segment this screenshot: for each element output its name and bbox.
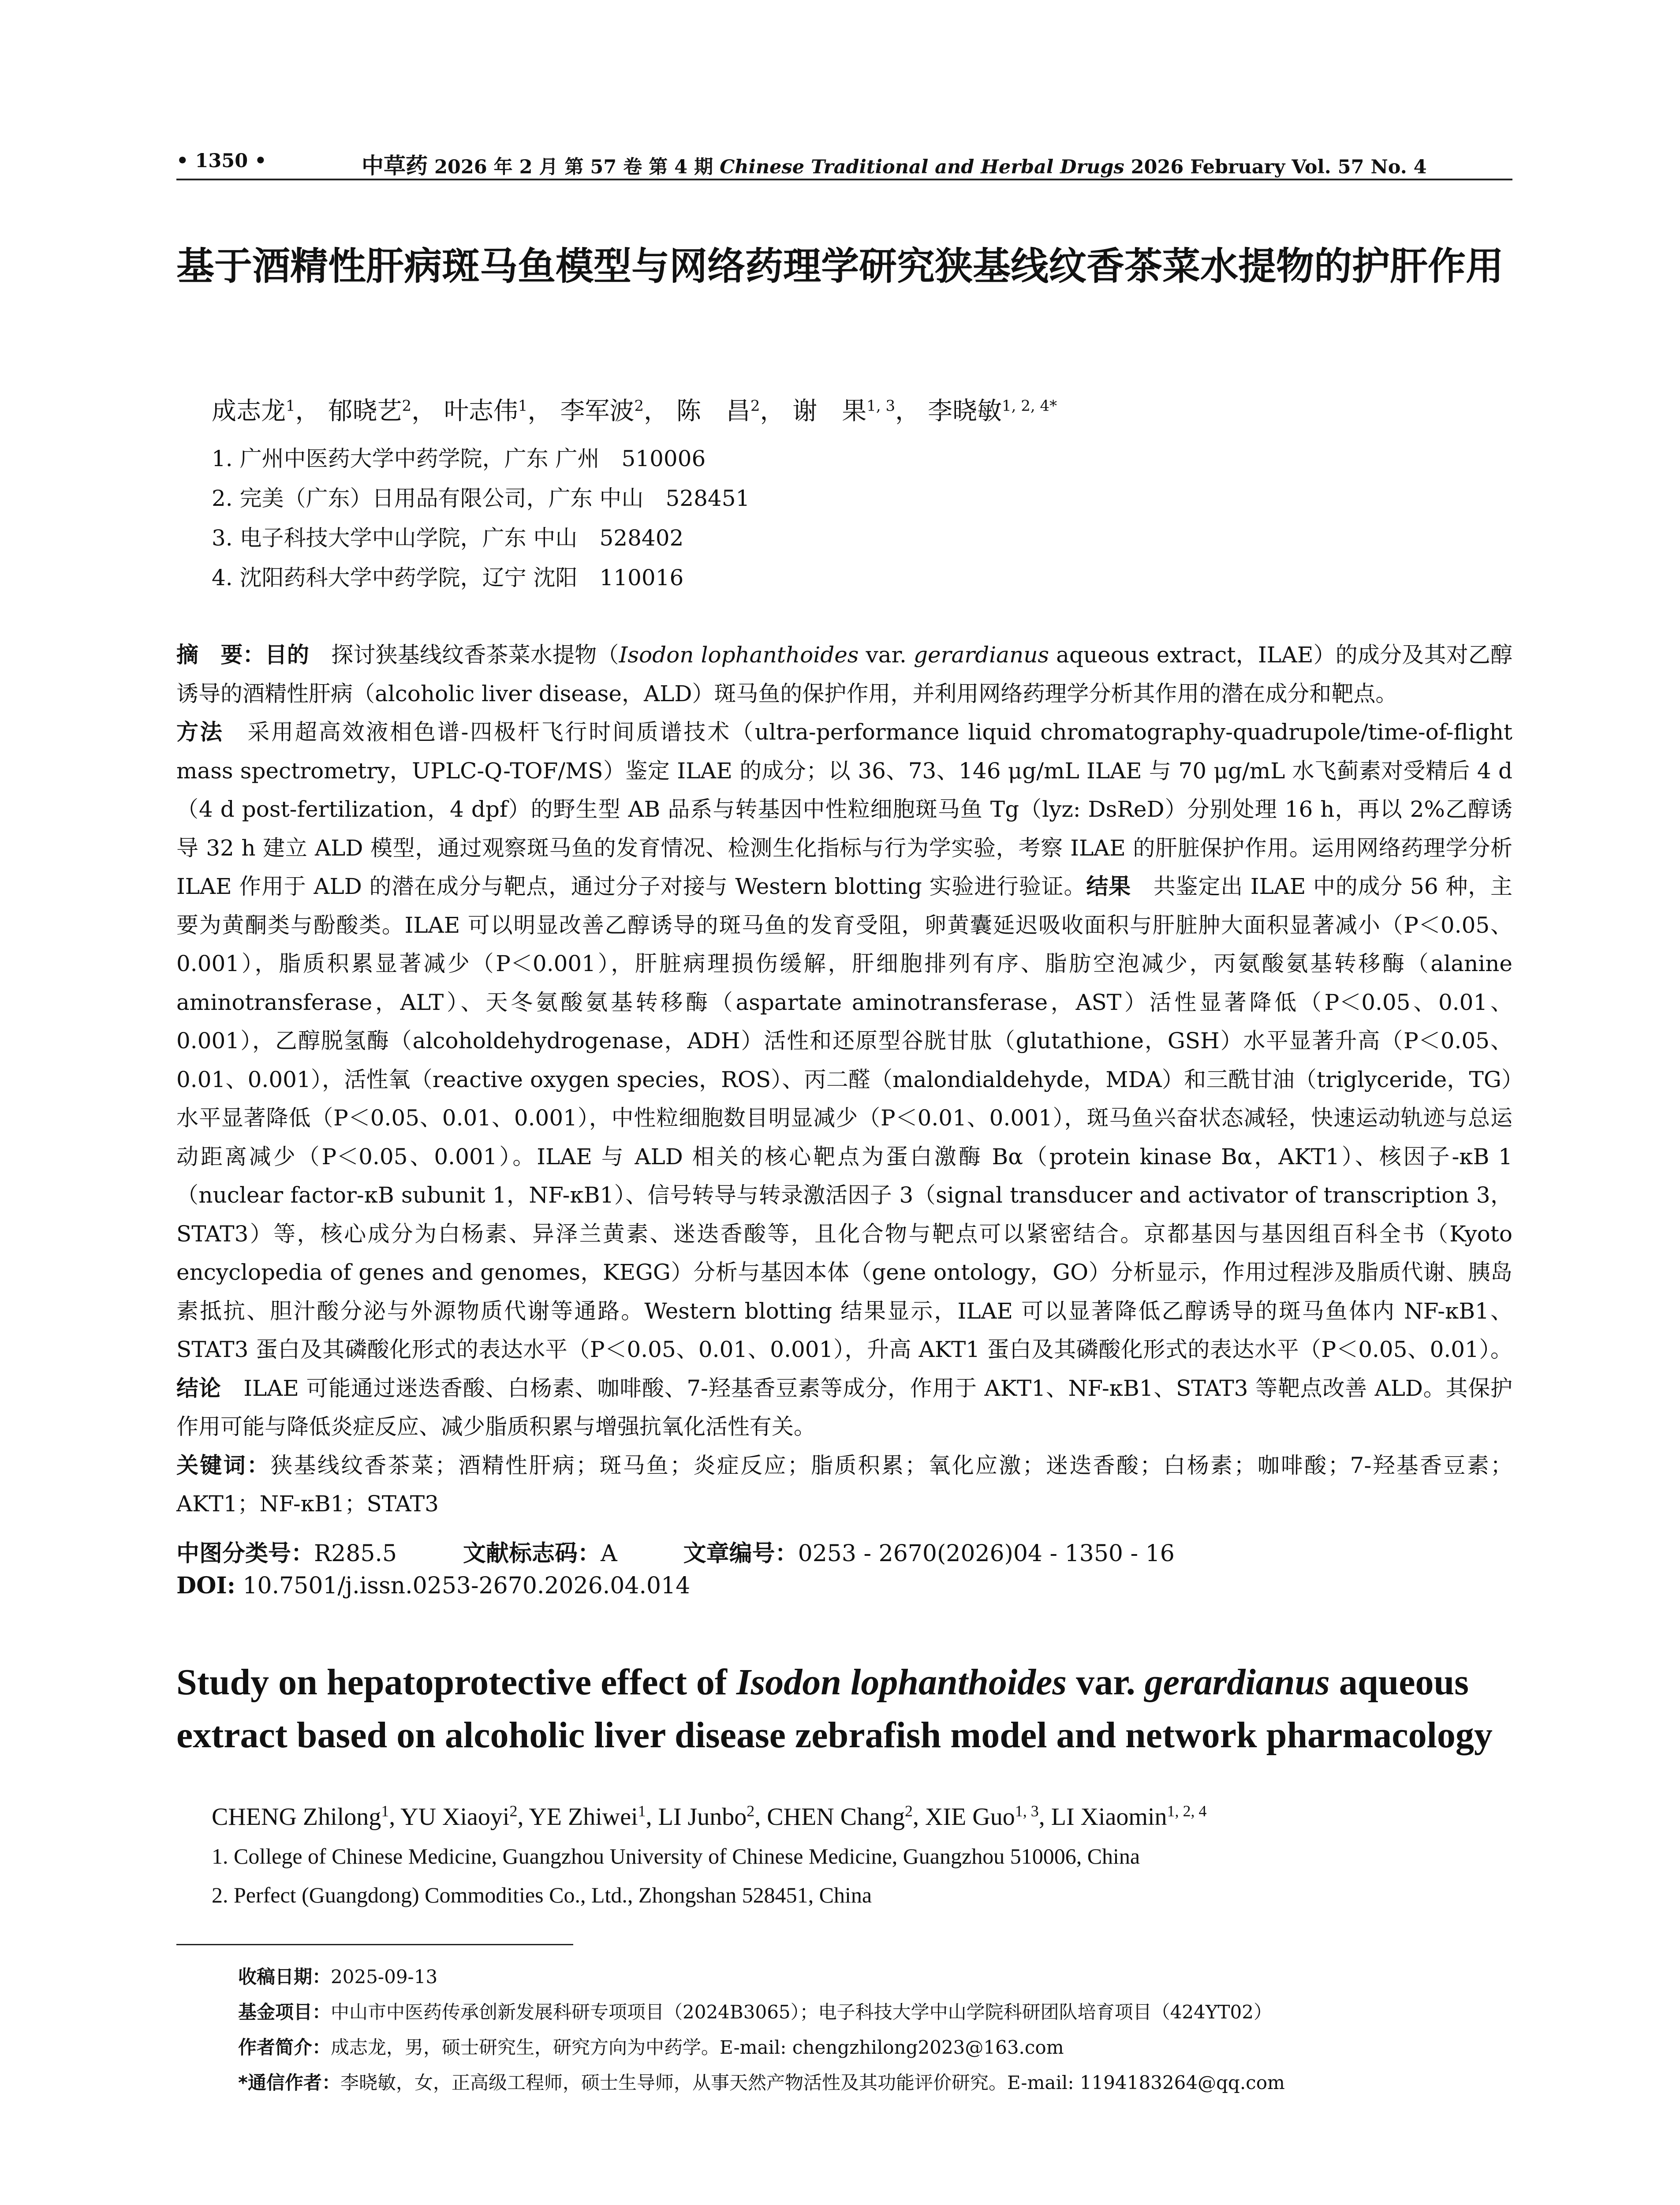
cn-affiliation: 4. 沈阳药科大学中药学院，辽宁 沈阳 110016: [212, 565, 684, 590]
cn-author: 李军波$^2$: [560, 397, 644, 426]
en-issue: 2026 February Vol. 57 No. 4: [1131, 156, 1427, 178]
en-author: CHENG Zhilong$^1$: [212, 1802, 389, 1831]
clc-label: 中图分类号：: [176, 1540, 314, 1567]
en-author: LI Junbo$^2$: [658, 1802, 755, 1831]
en-author: XIE Guo$^{1, 3}$: [925, 1802, 1039, 1831]
journal-info: [362, 148, 1427, 180]
en-author: YE Zhiwei$^1$: [529, 1802, 646, 1831]
footnote-corresponding: *通信作者：李晓敏，女，正高级工程师，硕士生导师，从事天然产物活性及其功能评价研究。E-mail: 1194183264@qq.com: [238, 2072, 1285, 2093]
objective-label: 目的: [265, 642, 310, 668]
clc-value: R285.5: [314, 1540, 397, 1567]
journal-brand: 中草药: [362, 153, 428, 179]
cn-affiliation: 3. 电子科技大学中山学院，广东 中山 528402: [212, 525, 684, 551]
en-author: YU Xiaoyi$^2$: [400, 1802, 518, 1831]
conclusion-label: 结论: [176, 1375, 221, 1401]
cn-author: 成志龙$^1$: [212, 397, 295, 426]
header-divider: [176, 179, 1512, 180]
article-no-label: 文章编号：: [683, 1540, 798, 1567]
cn-author: 李晓敏$^{1, 2, 4*}$: [927, 397, 1057, 426]
en-author: LI Xiaomin$^{1, 2, 4}$: [1051, 1802, 1207, 1831]
article-no-value: 0253 - 2670(2026)04 - 1350 - 16: [798, 1540, 1175, 1567]
doc-code-value: A: [601, 1540, 617, 1567]
cn-author: 谢 果$^{1, 3}$: [792, 397, 896, 426]
en-title: Study on hepatoprotective effect of Isodon lophanthoides var. gerardianus aqueous extract based on alcoholic liver disease zebrafish model and network pharmacology: [176, 1662, 1493, 1756]
footnote-received: 收稿日期：2025-09-13: [238, 1966, 438, 1988]
doc-code-label: 文献标志码：: [463, 1540, 601, 1567]
doi-value: 10.7501/j.issn.0253-2670.2026.04.014: [243, 1573, 691, 1599]
methods-label: 方法: [176, 719, 224, 745]
objective-text: 探讨狭基线纹香茶菜水提物（Isodon lophanthoides var. gerardianus aqueous extract，ILAE）的成分及其对乙醇诱导的酒精性肝病（alcoholic liver disease，ALD）斑马鱼的保护作用，并利用网络药理学分析其作用的潜在成分和靶点。: [176, 642, 1513, 706]
footnote-author-bio: 作者简介：成志龙，男，硕士研究生，研究方向为中药学。E-mail: chengzhilong2023@163.com: [238, 2037, 1064, 2058]
cn-affiliation: 1. 广州中医药大学中药学院，广东 广州 510006: [212, 446, 706, 471]
classification-line: [176, 1535, 1175, 1568]
cn-issue: 2026 年 2 月 第 57 卷 第 4 期: [434, 156, 713, 178]
results-text: 共鉴定出 ILAE 中的成分 56 种，主要为黄酮类与酚酸类。ILAE 可以明显改善乙醇诱导的斑马鱼的发育受阻，卵黄囊延迟吸收面积与肝脏肿大面积显著减小（P＜0.05、0.001），脂质积累显著减少（P＜0.001），肝脏病理损伤缓解，肝细胞排列有序、脂肪空泡减少，丙氨酸氨基转移酶（alanine aminotransferase，ALT）、天冬氨酸氨基转移酶（aspartate aminotransferase，AST）活性显著降低（P＜0.05、0.01、0.001），乙醇脱氢酶（alcoholdehydrogenase，ADH）活性和还原型谷胱甘肽（glutathione，GSH）水平显著升高（P＜0.05、0.01、0.001），活性氧（reactive oxygen species，ROS）、丙二醛（malondialdehyde，MDA）和三酰甘油（triglyceride，TG）水平显著降低（P＜0.05、0.01、0.001），中性粒细胞数目明显减少（P＜0.01、0.001），斑马鱼兴奋状态减轻，快速运动轨迹与总运动距离减少（P＜0.05、0.001）。ILAE 与 ALD 相关的核心靶点为蛋白激酶 Bα（protein kinase Bα，AKT1）、核因子-κB 1（nuclear factor-κB subunit 1，NF-κB1）、信号转导与转录激活因子 3（signal transducer and activator of transcription 3，STAT3）等，核心成分为白杨素、异泽兰黄素、迷迭香酸等，且化合物与靶点可以紧密结合。京都基因与基因组百科全书（Kyoto encyclopedia of genes and genomes，KEGG）分析与基因本体（gene ontology，GO）分析显示，作用过程涉及脂质代谢、胰岛素抵抗、胆汁酸分泌与外源物质代谢等通路。Western blotting 结果显示，ILAE 可以显著降低乙醇诱导的斑马鱼体内 NF-κB1、STAT3 蛋白及其磷酸化形式的表达水平（P＜0.05、0.01、0.001），升高 AKT1 蛋白及其磷酸化形式的表达水平（P＜0.05、0.01）。: [176, 874, 1512, 1362]
keywords-text: 狭基线纹香茶菜；酒精性肝病；斑马鱼；炎症反应；脂质积累；氧化应激；迷迭香酸；白杨素；咖啡酸；7-羟基香豆素；AKT1；NF-κB1；STAT3: [176, 1452, 1512, 1517]
running-header: [176, 146, 1512, 181]
methods-text: 采用超高效液相色谱-四极杆飞行时间质谱技术（ultra-performance liquid chromatography-quadrupole/time-of-flight mass spectrometry，UPLC-Q-TOF/MS）鉴定 ILAE 的成分；以 36、73、146 μg/mL ILAE 与 70 μg/mL 水飞蓟素对受精后 4 d（4 d post-fertilization，4 dpf）的野生型 AB 品系与转基因中性粒细胞斑马鱼 Tg（lyz: DsReD）分别处理 16 h，再以 2%乙醇诱导 32 h 建立 ALD 模型，通过观察斑马鱼的发育情况、检测生化指标与行为学实验，考察 ILAE 的肝脏保护作用。运用网络药理学分析 ILAE 作用于 ALD 的潜在成分与靶点，通过分子对接与 Western blotting 实验进行验证。: [176, 719, 1512, 899]
cn-author: 陈 昌$^2$: [676, 397, 760, 426]
cn-affiliation: 2. 完美（广东）日用品有限公司，广东 中山 528451: [212, 486, 750, 511]
en-affiliation: 1. College of Chinese Medicine, Guangzhou University of Chinese Medicine, Guangzhou 510006, China: [212, 1844, 1140, 1869]
abstract-label: 摘 要：: [176, 642, 265, 668]
page-number: • 1350 •: [176, 150, 267, 172]
conclusion-text: ILAE 可能通过迷迭香酸、白杨素、咖啡酸、7-羟基香豆素等成分，作用于 AKT1、NF-κB1、STAT3 等靶点改善 ALD。其保护作用可能与降低炎症反应、减少脂质积累与增强抗氧化活性有关。: [176, 1375, 1512, 1439]
cn-author: 叶志伟$^1$: [444, 397, 528, 426]
en-affiliation: 2. Perfect (Guangdong) Commodities Co., Ltd., Zhongshan 528451, China: [212, 1883, 872, 1907]
cn-abstract: [176, 636, 1512, 1524]
doi-line: [176, 1572, 690, 1599]
cn-author: 郁晓艺$^2$: [328, 397, 412, 426]
results-label: 结果: [1086, 874, 1131, 899]
keywords-label: 关键词：: [176, 1452, 271, 1478]
en-journal-name: Chinese Traditional and Herbal Drugs: [720, 156, 1124, 178]
cn-author-list: 成志龙$^1$， 郁晓艺$^2$， 叶志伟$^1$， 李军波$^2$， 陈 昌$^2$， 谢 果$^{1, 3}$， 李晓敏$^{1, 2, 4*}$: [212, 397, 1057, 426]
en-author: CHEN Chang$^2$: [767, 1802, 913, 1831]
cn-title: 基于酒精性肝病斑马鱼模型与网络药理学研究狭基线纹香茶菜水提物的护肝作用: [176, 244, 1504, 288]
footnote-funding: 基金项目：中山市中医药传承创新发展科研专项项目（2024B3065）；电子科技大学中山学院科研团队培育项目（424YT02）: [238, 2001, 1273, 2023]
doi-label: DOI:: [176, 1572, 235, 1599]
footnote-divider: [176, 1944, 573, 1945]
en-author-list: CHENG Zhilong$^1$, YU Xiaoyi$^2$, YE Zhiwei$^1$, LI Junbo$^2$, CHEN Chang$^2$, XIE Guo$^{1, 3}$, LI Xiaomin$^{1, 2, 4}$: [212, 1802, 1207, 1831]
